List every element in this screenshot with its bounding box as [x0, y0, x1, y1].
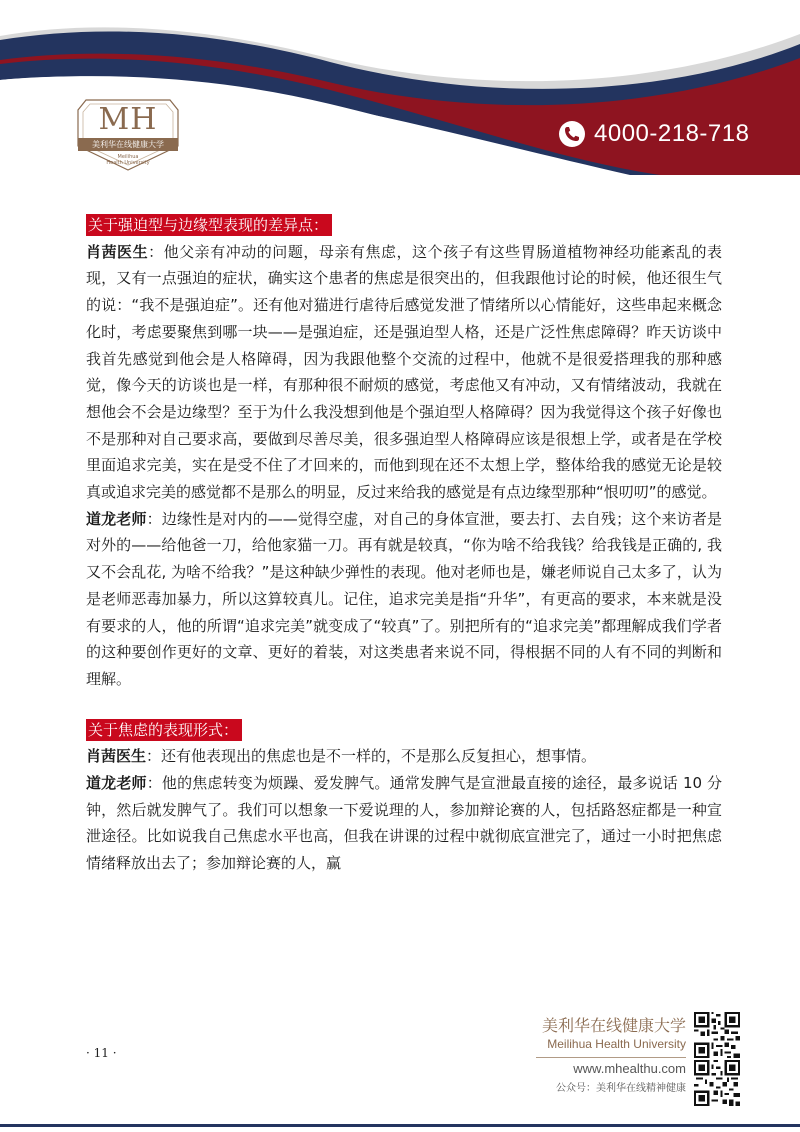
phone-number: 4000-218-718	[594, 120, 750, 147]
paragraph	[86, 239, 722, 506]
paragraph	[86, 506, 722, 693]
logo-mark: MH	[98, 102, 158, 137]
article-body	[86, 210, 722, 877]
footer-brand	[542, 1016, 686, 1052]
phone-contact[interactable]	[558, 116, 749, 152]
paragraph-text: ：边缘性是对内的——觉得空虚，对自己的身体宣泄，要去打、去自残；这个来访者是对外的——给他爸一刀，给他家猫一刀。再有就是较真，“你为啥不给我钱？给我钱是正确的, 我又不会乱花, 为啥不给我？”是这种缺少弹性的表现。他对老师也是，嫌老师说自己太多了，认为是老师恶毒加暴力，所以这算较真儿。记住，追求完美是指“升华”，有更高的要求，本来就是没有要求的人，他的所谓“追求完美”就变成了“较真”了。别把所有的“追求完美”都理解成我们学者的这种要创作更好的文章、更好的着装，对这类患者来说不同，得根据不同的人有不同的判断和理解。	[86, 509, 722, 688]
footer-bottom-bar	[0, 1124, 800, 1127]
paragraph	[86, 743, 722, 770]
speaker-name: 肖茜医生	[86, 747, 147, 766]
phone-icon	[558, 120, 586, 148]
qr-code-icon	[694, 1012, 740, 1058]
paragraph	[86, 770, 722, 877]
university-logo	[72, 96, 184, 174]
footer-wechat: 公众号：美利华在线精神健康	[556, 1083, 686, 1094]
paragraph-text: ：他的焦虑转变为烦躁、爱发脾气。通常发脾气是宣泄最直接的途径，最多说话 10 分钟，然后就发脾气了。我们可以想象一下爱说理的人，参加辩论赛的人，包括路怒症都是一种宣泄途径。比如说我自己焦虑水平也高，但我在讲课的过程中就彻底宣泄完了，通过一小时把焦虑情绪释放出去了；参加辩论赛的人，赢	[86, 774, 722, 873]
logo-subtitle-1: Meilihua	[117, 154, 139, 160]
logo-ribbon: 美利华在线健康大学	[78, 138, 178, 151]
qr-code-icon	[694, 1060, 740, 1106]
paragraph-text: ：他父亲有冲动的问题，母亲有焦虑，这个孩子有这些胃肠道植物神经功能紊乱的表现，又有一点强迫的症状，确实这个患者的焦虑是很突出的，但我跟他讨论的时候，他还很生气的说：“我不是强迫症”。还有他对猫进行虐待后感觉发泄了情绪所以心情能好，这些串起来概念化时，考虑要聚焦到哪一块——是强迫症，还是强迫型人格，还是广泛性焦虑障碍？昨天访谈中我首先感觉到他会是人格障碍，因为我跟他整个交流的过程中，他就不是很爱搭理我的那种感觉，像今天的访谈也是一样，有那种很不耐烦的感觉，考虑他又有冲动，又有情绪波动，我就在想他会不会是边缘型？至于为什么我没想到他是个强迫型人格障碍？因为我觉得这个孩子好像也不是那种对自己要求高，要做到尽善尽美，很多强迫型人格障碍应该是很想上学，或者是在学校里面追求完美，实在是受不住了才回来的，而他到现在还不太想上学，整体给我的感觉无论是较真或追求完美的感觉都不是那么的明显，反过来给我的感觉是有点边缘型那种“恨叨叨”的感觉。	[86, 242, 722, 502]
section-heading-1: 关于强迫型与边缘型表现的差异点：	[86, 214, 332, 236]
speaker-name: 道龙老师	[86, 774, 147, 793]
section-heading-2: 关于焦虑的表现形式：	[86, 719, 242, 741]
footer-divider	[536, 1057, 686, 1058]
footer-brand-cn: 美利华在线健康大学	[541, 1016, 686, 1035]
logo-subtitle-2: Health University	[106, 160, 150, 166]
section-gap	[86, 693, 722, 715]
footer-brand-en: Meilihua Health University	[547, 1037, 686, 1051]
page-number: · 11 ·	[86, 1046, 117, 1060]
speaker-name: 肖茜医生	[86, 242, 149, 261]
paragraph-text: ：还有他表现出的焦虑也是不一样的，不是那么反复担心，想事情。	[146, 747, 597, 766]
speaker-name: 道龙老师	[86, 509, 147, 528]
footer-website-link[interactable]: www.mhealthu.com	[573, 1061, 686, 1076]
